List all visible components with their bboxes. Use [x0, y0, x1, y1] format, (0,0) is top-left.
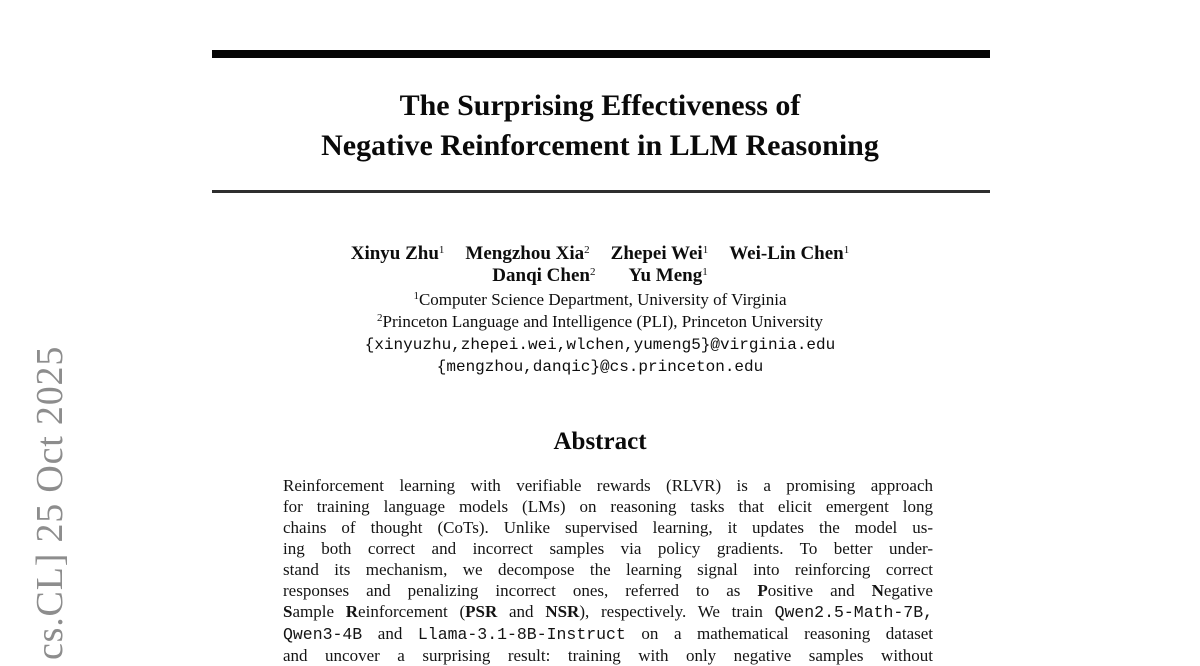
abstract-line: stand its mechanism, we decompose the learning signal into reinforcing correct	[283, 560, 933, 579]
arxiv-sidebar-watermark: cs.CL] 25 Oct 2025	[29, 345, 71, 660]
top-horizontal-rule	[212, 50, 990, 58]
paper-title	[0, 86, 1200, 166]
abstract-line: for training language models (LMs) on reasoning tasks that elicit emergent long	[283, 497, 933, 516]
abstract-line: Reinforcement learning with verifiable rewards (RLVR) is a promising approach	[283, 476, 933, 495]
author-row-1: Xinyu Zhu$^1$ Mengzhou Xia$^2$ Zhepei Wei$^1$ Wei-Lin Chen$^1$	[350, 243, 850, 264]
abstract-heading: Abstract	[553, 428, 647, 455]
abstract-line: chains of thought (CoTs). Unlike supervised learning, it updates the model us-	[283, 518, 933, 537]
abstract-line: Sample Reinforcement (PSR and NSR), respectively. We train Qwen2.5-Math-7B,	[283, 602, 934, 622]
paper-title-line1: The Surprising Effectiveness of	[399, 89, 801, 122]
abstract-text	[283, 475, 933, 666]
abstract-line: responses and penalizing incorrect ones, referred to as Positive and Negative	[283, 581, 933, 600]
email-block	[0, 334, 1200, 378]
affiliation-line-1: $^1$Computer Science Department, University of Virginia	[413, 290, 787, 309]
paper-title-line2: Negative Reinforcement in LLM Reasoning	[321, 129, 879, 162]
abstract-line-clipped: and uncover a surprising result: training with only negative samples without	[283, 646, 933, 665]
author-row-2: Danqi Chen$^2$ Yu Meng$^1$	[492, 265, 708, 286]
abstract-line: ing both correct and incorrect samples via policy gradients. To better under-	[283, 539, 933, 558]
author-block	[0, 243, 1200, 287]
email-line-2: {mengzhou,danqic}@cs.princeton.edu	[436, 358, 764, 376]
title-divider-rule	[212, 190, 990, 193]
affiliation-block	[0, 289, 1200, 333]
abstract-line: Qwen3-4B and Llama-3.1-8B-Instruct on a mathematical reasoning dataset	[283, 624, 934, 644]
email-line-1: {xinyuzhu,zhepei.wei,wlchen,yumeng5}@virginia.edu	[364, 336, 836, 354]
affiliation-line-2: $^2$Princeton Language and Intelligence (PLI), Princeton University	[377, 312, 823, 331]
